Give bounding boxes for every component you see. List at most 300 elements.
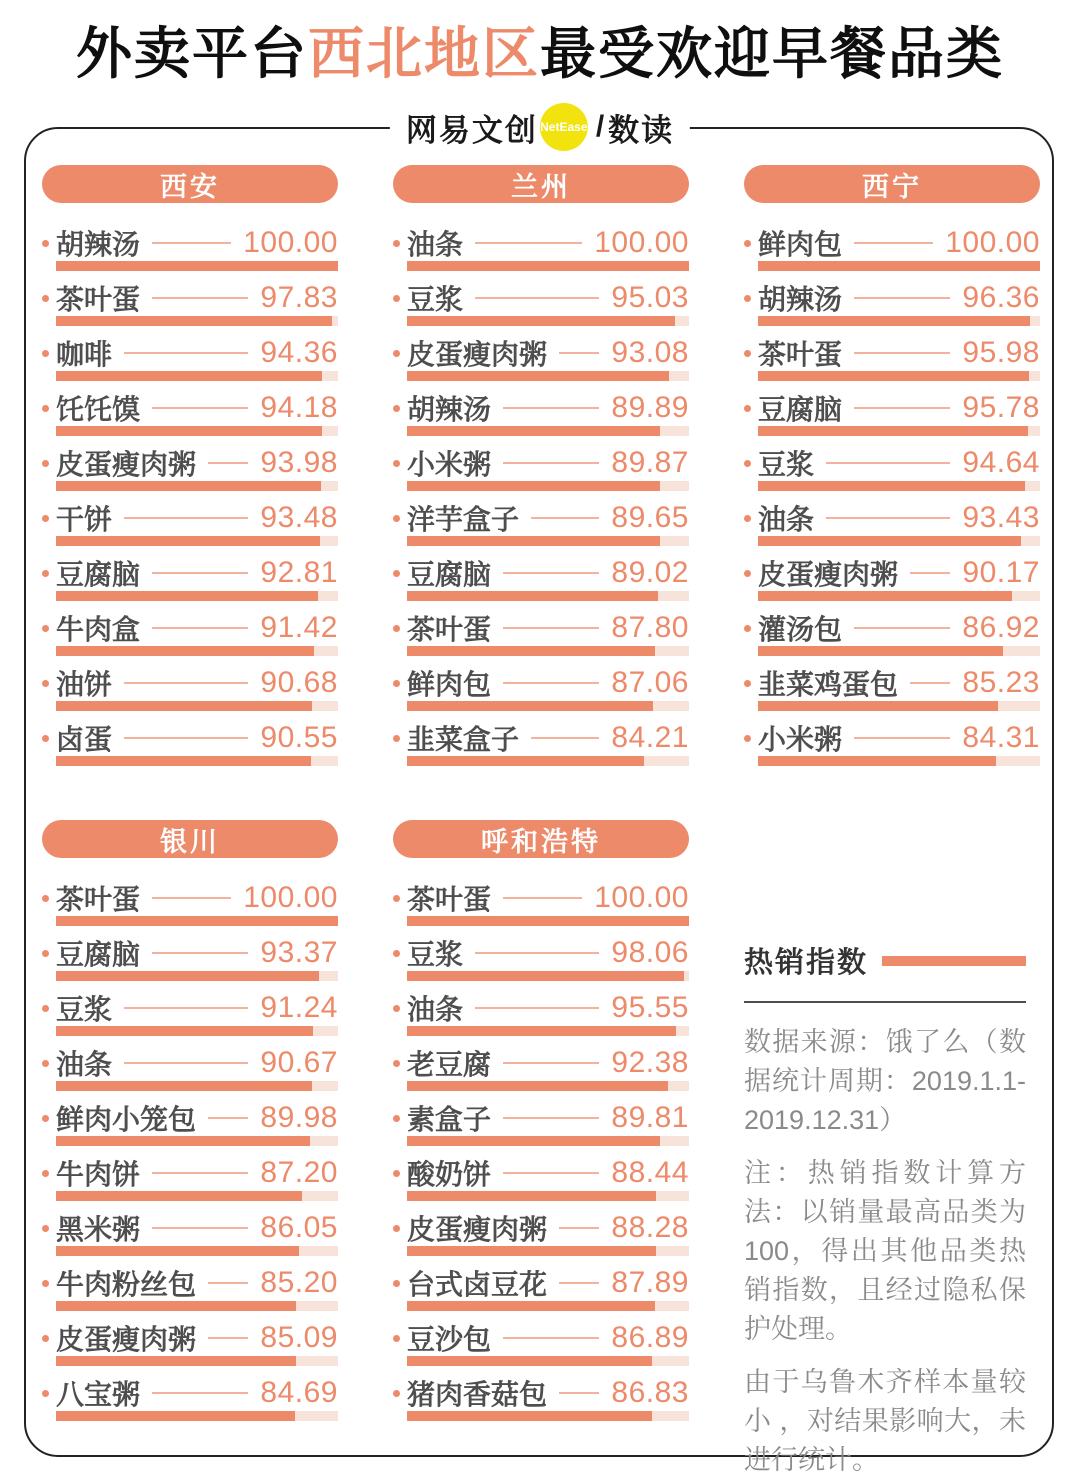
item-value: 84.21 [611,721,689,754]
leader-line [910,682,950,684]
bullet-icon [393,405,400,412]
index-bar [407,371,689,381]
city-item-list [393,883,689,1433]
index-bar-fill [56,1136,310,1146]
index-bar-fill [56,426,322,436]
item-label: 酸奶饼 [407,1159,492,1190]
index-bar-fill [56,1246,299,1256]
index-bar-fill [407,1301,655,1311]
item-label: 胡辣汤 [56,229,141,260]
item-value: 89.81 [611,1101,689,1134]
leader-line [559,1282,599,1284]
breakfast-item [42,283,338,338]
bullet-icon [744,515,751,522]
leader-line [559,1227,599,1229]
index-bar [407,1411,689,1421]
item-value: 100.00 [594,881,689,914]
breakfast-item [744,283,1040,338]
leader-line [475,952,599,954]
item-value: 94.36 [260,336,338,369]
index-bar [56,646,338,656]
index-bar-fill [56,1356,296,1366]
bullet-icon [393,680,400,687]
leader-line [475,297,599,299]
index-bar-fill [56,481,321,491]
item-label: 干饼 [56,504,113,535]
bullet-icon [393,240,400,247]
item-value: 90.17 [962,556,1040,589]
index-bar-fill [56,1301,296,1311]
title-part-1: 外卖平台 [76,22,308,85]
index-bar [758,646,1040,656]
bullet-icon [42,405,49,412]
leader-line [503,1117,599,1119]
breakfast-item [744,503,1040,558]
city-block [744,165,1040,820]
breakfast-item [42,1213,338,1268]
index-bar-fill [56,756,311,766]
bullet-icon [393,460,400,467]
title-part-highlight: 西北地区 [308,22,540,85]
index-bar [56,316,338,326]
item-value: 85.23 [962,666,1040,699]
index-bar [758,481,1040,491]
index-bar-fill [56,701,312,711]
item-value: 89.89 [611,391,689,424]
leader-line [475,1007,599,1009]
index-bar-fill [407,646,655,656]
index-bar-fill [56,1191,302,1201]
breakfast-item [42,1378,338,1433]
item-value: 87.20 [260,1156,338,1189]
item-value: 90.55 [260,721,338,754]
index-bar-fill [56,1081,312,1091]
index-bar [56,481,338,491]
leader-line [854,407,950,409]
index-bar [56,1191,338,1201]
item-label: 茶叶蛋 [407,884,492,915]
bullet-icon [744,460,751,467]
bullet-icon [42,1170,49,1177]
bullet-icon [393,570,400,577]
index-bar-fill [758,756,996,766]
leader-line [910,572,950,574]
index-bar-fill [407,916,689,926]
leader-line [503,1172,599,1174]
leader-line [152,242,231,244]
item-label: 黑米粥 [56,1214,141,1245]
breakfast-item [42,558,338,613]
bullet-icon [42,1335,49,1342]
leader-line [826,462,950,464]
index-bar-fill [407,1411,652,1421]
index-bar [56,701,338,711]
bullet-icon [744,625,751,632]
item-label: 卤蛋 [56,724,113,755]
item-value: 86.92 [962,611,1040,644]
item-value: 92.81 [260,556,338,589]
index-bar-fill [407,1026,676,1036]
breakfast-item [393,668,689,723]
breakfast-item [393,883,689,938]
breakfast-item [42,503,338,558]
breakfast-item [42,1158,338,1213]
item-value: 93.98 [260,446,338,479]
bullet-icon [744,680,751,687]
index-bar [407,1136,689,1146]
index-bar [56,426,338,436]
breakfast-item [42,1268,338,1323]
item-value: 95.03 [611,281,689,314]
bullet-icon [42,1225,49,1232]
breakfast-item [42,723,338,778]
item-value: 93.48 [260,501,338,534]
item-label: 豆沙包 [407,1324,492,1355]
bullet-icon [393,895,400,902]
index-bar-fill [56,536,320,546]
item-value: 95.98 [962,336,1040,369]
city-block [42,165,338,820]
item-label: 豆浆 [407,284,464,315]
city-item-list [744,228,1040,778]
item-label: 胡辣汤 [407,394,492,425]
index-bar-fill [407,481,660,491]
breakfast-item [393,393,689,448]
index-bar [56,1301,338,1311]
item-label: 素盒子 [407,1104,492,1135]
city-block [393,165,689,820]
bullet-icon [42,1115,49,1122]
item-label: 皮蛋瘦肉粥 [758,559,899,590]
page-title [0,16,1080,92]
leader-line [854,737,950,739]
item-label: 台式卤豆花 [407,1269,548,1300]
bullet-icon [744,295,751,302]
index-bar-fill [56,916,338,926]
item-label: 牛肉饼 [56,1159,141,1190]
index-bar-fill [758,701,998,711]
item-label: 豆腐脑 [56,559,141,590]
brand-name: 网易文创 [405,112,538,148]
index-bar-fill [407,701,653,711]
index-bar [407,1246,689,1256]
item-label: 鲜肉包 [758,229,843,260]
index-bar [407,1191,689,1201]
bullet-icon [744,240,751,247]
item-label: 老豆腐 [407,1049,492,1080]
leader-line [152,572,248,574]
item-label: 鲜肉包 [407,669,492,700]
index-bar-fill [407,426,660,436]
index-bar [407,971,689,981]
index-bar-fill [758,371,1029,381]
index-bar [758,261,1040,271]
breakfast-item [42,883,338,938]
index-bar [56,1356,338,1366]
breakfast-item [393,723,689,778]
index-bar [56,371,338,381]
breakfast-item [393,1323,689,1378]
item-label: 牛肉盒 [56,614,141,645]
leader-line [531,737,599,739]
item-label: 小米粥 [407,449,492,480]
index-bar-fill [758,426,1028,436]
index-bar-fill [758,536,1021,546]
index-bar-fill [407,371,669,381]
index-bar [407,1301,689,1311]
leader-line [559,1392,599,1394]
breakfast-item [744,668,1040,723]
item-value: 87.06 [611,666,689,699]
leader-line [503,682,599,684]
bullet-icon [393,1335,400,1342]
item-value: 87.89 [611,1266,689,1299]
index-bar [758,426,1040,436]
item-value: 89.87 [611,446,689,479]
index-bar [758,756,1040,766]
index-bar [407,481,689,491]
city-block [42,820,338,1475]
leader-line [208,1337,248,1339]
index-bar-fill [407,1191,656,1201]
bullet-icon [42,1060,49,1067]
item-label: 茶叶蛋 [407,614,492,645]
notes [744,1023,1026,1480]
breakfast-item [393,1378,689,1433]
item-label: 小米粥 [758,724,843,755]
bullet-icon [42,240,49,247]
bullet-icon [42,350,49,357]
breakfast-item [393,1158,689,1213]
leader-line [152,1392,248,1394]
item-label: 皮蛋瘦肉粥 [56,449,197,480]
breakfast-item [744,228,1040,283]
item-value: 93.08 [611,336,689,369]
bullet-icon [42,950,49,957]
index-bar-fill [758,591,1012,601]
index-bar-fill [56,1411,295,1421]
index-bar [56,1411,338,1421]
breakfast-item [42,993,338,1048]
leader-line [503,572,599,574]
leader-line [503,1337,599,1339]
index-bar-fill [758,316,1030,326]
index-bar [407,316,689,326]
leader-line [152,627,248,629]
item-value: 100.00 [594,226,689,259]
index-bar-fill [407,536,660,546]
index-bar-fill [407,1081,668,1091]
bullet-icon [42,1280,49,1287]
bullet-icon [393,1390,400,1397]
item-label: 茶叶蛋 [758,339,843,370]
leader-line [826,517,950,519]
bullet-icon [393,295,400,302]
netease-badge-icon: NetEase [540,103,588,151]
index-bar-fill [758,646,1003,656]
leader-line [503,627,599,629]
bullet-icon [393,1005,400,1012]
item-value: 84.31 [962,721,1040,754]
index-bar-fill [56,646,314,656]
city-header: 西宁 [744,165,1040,203]
leader-line [152,407,248,409]
item-label: 韭菜盒子 [407,724,520,755]
item-label: 豆腐脑 [758,394,843,425]
item-label: 鲜肉小笼包 [56,1104,197,1135]
product-name: 数读 [608,112,675,148]
index-bar [56,756,338,766]
item-value: 86.89 [611,1321,689,1354]
city-header: 银川 [42,820,338,858]
leader-line [152,952,248,954]
index-bar-fill [56,371,322,381]
cities-grid [42,165,1040,1475]
breakfast-item [393,503,689,558]
item-label: 豆腐脑 [407,559,492,590]
leader-line [854,352,950,354]
index-bar [56,971,338,981]
index-bar [56,261,338,271]
breakfast-item [393,1268,689,1323]
item-label: 豆浆 [407,939,464,970]
leader-line [124,1062,248,1064]
item-label: 八宝粥 [56,1379,141,1410]
index-bar-fill [407,971,684,981]
breakfast-item [42,228,338,283]
leader-line [124,737,248,739]
bullet-icon [393,1225,400,1232]
bullet-icon [744,405,751,412]
index-bar-fill [758,261,1040,271]
index-bar [56,1246,338,1256]
breakfast-item [393,1103,689,1158]
leader-line [854,627,950,629]
bullet-icon [42,1390,49,1397]
leader-line [124,682,248,684]
index-bar-fill [56,591,318,601]
legend-and-notes [744,820,1040,1475]
index-bar [56,536,338,546]
leader-line [854,297,950,299]
leader-line [503,462,599,464]
leader-line [124,352,248,354]
breakfast-item [744,338,1040,393]
leader-line [531,517,599,519]
item-label: 皮蛋瘦肉粥 [407,339,548,370]
bullet-icon [393,1115,400,1122]
breakfast-item [393,1048,689,1103]
bullet-icon [42,515,49,522]
breakfast-item [744,393,1040,448]
city-header: 呼和浩特 [393,820,689,858]
item-value: 95.55 [611,991,689,1024]
item-label: 饦饦馍 [56,394,141,425]
item-label: 豆浆 [758,449,815,480]
item-label: 皮蛋瘦肉粥 [407,1214,548,1245]
item-label: 茶叶蛋 [56,884,141,915]
bullet-icon [393,350,400,357]
breakfast-item [42,938,338,993]
item-value: 91.24 [260,991,338,1024]
breakfast-item [744,558,1040,613]
item-value: 87.80 [611,611,689,644]
breakfast-item [42,1048,338,1103]
item-value: 88.28 [611,1211,689,1244]
breakfast-item [393,448,689,503]
index-bar-fill [407,1136,660,1146]
leader-line [503,897,582,899]
breakfast-item [744,723,1040,778]
item-value: 85.20 [260,1266,338,1299]
breakfast-item [42,393,338,448]
city-item-list [42,883,338,1433]
note-paragraph: 数据来源：饿了么（数据统计周期：2019.1.1-2019.12.31） [744,1027,1026,1135]
breakfast-item [393,993,689,1048]
bullet-icon [393,735,400,742]
leader-line [475,242,582,244]
item-label: 豆浆 [56,994,113,1025]
breakfast-item [42,1323,338,1378]
leader-line [152,297,248,299]
item-value: 92.38 [611,1046,689,1079]
breakfast-item [42,338,338,393]
breakfast-item [42,668,338,723]
index-bar-fill [56,1026,313,1036]
item-value: 93.43 [962,501,1040,534]
city-block [393,820,689,1475]
breakfast-item [393,228,689,283]
breakfast-item [393,283,689,338]
breakfast-item [393,338,689,393]
bullet-icon [744,570,751,577]
item-value: 89.02 [611,556,689,589]
item-value: 89.98 [260,1101,338,1134]
item-value: 100.00 [945,226,1040,259]
item-value: 94.64 [962,446,1040,479]
item-value: 96.36 [962,281,1040,314]
index-bar [56,1136,338,1146]
index-bar [758,701,1040,711]
index-bar [56,916,338,926]
item-label: 牛肉粉丝包 [56,1269,197,1300]
bullet-icon [42,735,49,742]
item-label: 油条 [407,994,464,1025]
item-value: 98.06 [611,936,689,969]
index-bar [407,701,689,711]
index-bar [407,1081,689,1091]
item-label: 灌汤包 [758,614,843,645]
index-bar-fill [407,1246,656,1256]
item-value: 93.37 [260,936,338,969]
index-bar [407,536,689,546]
item-label: 油饼 [56,669,113,700]
index-bar-fill [407,756,644,766]
bullet-icon [393,1170,400,1177]
index-bar-fill [56,971,319,981]
index-bar [758,591,1040,601]
brand-logo [390,101,690,153]
index-bar [407,426,689,436]
city-header: 西安 [42,165,338,203]
bullet-icon [744,735,751,742]
index-bar-fill [758,481,1025,491]
index-bar [758,536,1040,546]
leader-line [208,1282,248,1284]
item-value: 95.78 [962,391,1040,424]
leader-line [503,1062,599,1064]
bullet-icon [42,570,49,577]
